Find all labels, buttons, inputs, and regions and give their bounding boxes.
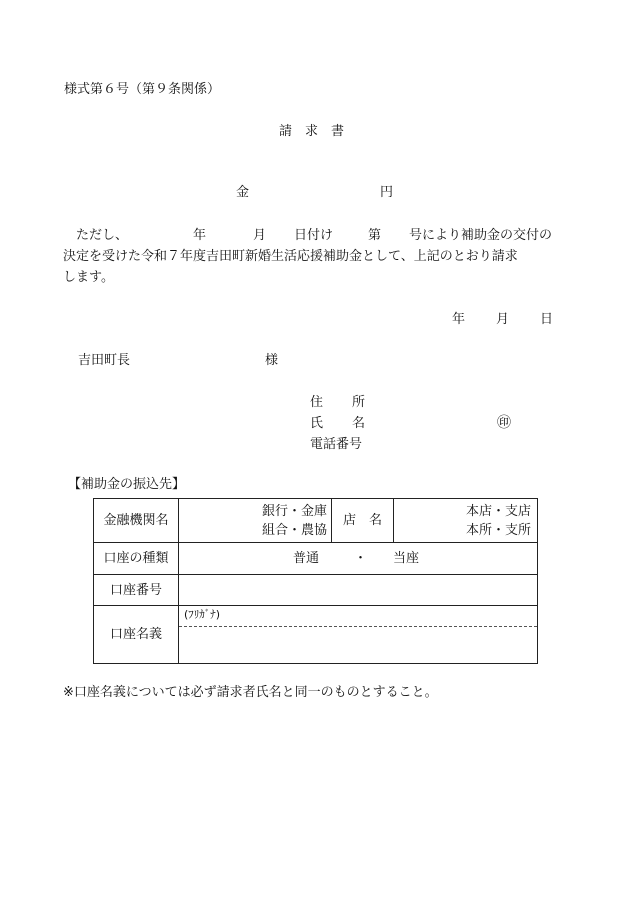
body-dai: 第 xyxy=(368,228,382,243)
institution-types-2: 組合・農協 xyxy=(261,522,327,538)
phone-label: 電話番号 xyxy=(310,437,363,452)
table-row xyxy=(94,575,538,606)
branch-types-1: 本店・支店 xyxy=(465,503,531,519)
furigana-label: (ﾌﾘｶﾞﾅ) xyxy=(184,608,221,621)
account-name-label-text: 口座名義 xyxy=(109,627,162,642)
institution-name-cell[interactable] xyxy=(179,499,332,543)
account-type-current[interactable]: 当座 xyxy=(393,551,420,566)
name-label-2: 名 xyxy=(352,416,366,431)
account-holder-name-field[interactable] xyxy=(179,627,537,663)
bank-transfer-table xyxy=(93,498,538,664)
body-year: 年 xyxy=(193,228,207,243)
document-title: 請 求 書 xyxy=(279,124,345,139)
addressee-honorific: 様 xyxy=(265,353,279,368)
account-type-separator: ・ xyxy=(354,551,368,566)
institution-label xyxy=(94,499,179,543)
address-label-2: 所 xyxy=(352,395,366,410)
body-line-3: します。 xyxy=(63,270,114,285)
name-label-1: 氏 xyxy=(310,416,324,431)
form-number: 様式第６号（第９条関係） xyxy=(64,82,221,97)
footnote: ※口座名義については必ず請求者氏名と同一のものとすること。 xyxy=(63,685,438,700)
body-month: 月 xyxy=(253,228,267,243)
account-number-cell[interactable] xyxy=(179,575,538,606)
date-month: 月 xyxy=(496,312,510,327)
amount-kin: 金 xyxy=(236,185,250,200)
addressee-name: 吉田町長 xyxy=(78,353,131,368)
branch-label xyxy=(332,499,394,543)
table-row xyxy=(94,606,538,664)
bank-section-title: 【補助金の振込先】 xyxy=(68,477,186,492)
body-day: 日付け xyxy=(294,228,334,243)
branch-label-text: 店 名 xyxy=(342,513,382,528)
furigana-row[interactable] xyxy=(179,606,537,627)
account-type-ordinary[interactable]: 普通 xyxy=(293,551,320,566)
account-type-label xyxy=(94,543,179,575)
address-label-1: 住 xyxy=(310,395,324,410)
body-prefix: ただし、 xyxy=(76,228,129,243)
account-number-label xyxy=(94,575,179,606)
account-type-cell[interactable] xyxy=(179,543,538,575)
amount-en: 円 xyxy=(380,185,394,200)
seal-mark: ㊞ xyxy=(497,415,511,431)
account-name-label xyxy=(94,606,179,664)
institution-types-1: 銀行・金庫 xyxy=(261,503,327,519)
institution-label-text: 金融機関名 xyxy=(103,513,169,528)
account-type-label-text: 口座の種類 xyxy=(103,551,169,566)
table-row xyxy=(94,543,538,575)
account-name-cell[interactable] xyxy=(179,606,538,664)
body-line-2: 決定を受けた令和７年度吉田町新婚生活応援補助金として、上記のとおり請求 xyxy=(63,249,518,264)
date-year: 年 xyxy=(452,312,466,327)
branch-name-cell[interactable] xyxy=(394,499,538,543)
date-day: 日 xyxy=(540,312,554,327)
body-go: 号により補助金の交付の xyxy=(409,228,553,243)
account-number-label-text: 口座番号 xyxy=(109,582,162,598)
table-row xyxy=(94,499,538,543)
branch-types-2: 本所・支所 xyxy=(465,522,531,538)
